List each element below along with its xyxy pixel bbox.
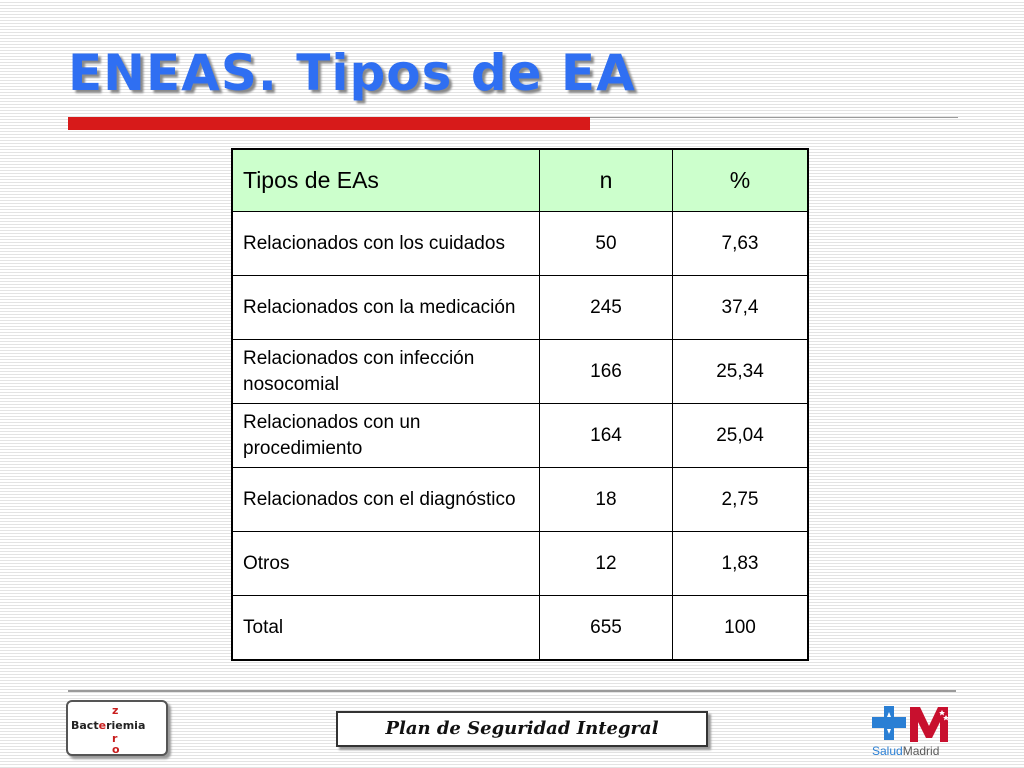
row-percent: 7,63 — [673, 212, 809, 276]
logo-letter-o: o — [112, 743, 120, 756]
salud-madrid-emblem-icon — [872, 704, 956, 744]
salud-madrid-text: SaludMadrid — [872, 744, 940, 758]
header-n: n — [540, 149, 673, 212]
table-row — [232, 212, 808, 276]
logo-letter-r: r — [112, 732, 118, 745]
row-n: 18 — [540, 468, 673, 532]
row-n: 245 — [540, 276, 673, 340]
row-label: Relacionados con infección nosocomial — [232, 340, 540, 404]
footer-divider — [68, 690, 956, 692]
table-row — [232, 532, 808, 596]
header-percent: % — [673, 149, 809, 212]
row-n: 50 — [540, 212, 673, 276]
row-n: 166 — [540, 340, 673, 404]
title-divider — [590, 117, 958, 118]
table-row — [232, 404, 808, 468]
table-header-row — [232, 149, 808, 212]
logo-word: Bacteriemia — [71, 719, 146, 732]
row-label: Relacionados con el diagnóstico — [232, 468, 540, 532]
table-row — [232, 340, 808, 404]
row-percent: 1,83 — [673, 532, 809, 596]
row-label: Relacionados con la medicación — [232, 276, 540, 340]
row-percent: 25,04 — [673, 404, 809, 468]
row-label: Otros — [232, 532, 540, 596]
row-label: Relacionados con los cuidados — [232, 212, 540, 276]
table-row — [232, 468, 808, 532]
adverse-events-table — [231, 148, 809, 661]
logo-letter-z: z — [112, 704, 119, 717]
row-percent: 2,75 — [673, 468, 809, 532]
slide-title: ENEAS. Tipos de EA — [68, 44, 636, 102]
plan-seguridad-label: Plan de Seguridad Integral — [336, 711, 708, 747]
row-n: 164 — [540, 404, 673, 468]
row-label: Relacionados con un procedimiento — [232, 404, 540, 468]
salud-madrid-logo — [872, 704, 956, 760]
title-accent-bar — [68, 117, 590, 130]
row-n: 655 — [540, 596, 673, 661]
row-percent: 25,34 — [673, 340, 809, 404]
row-n: 12 — [540, 532, 673, 596]
table-row-total — [232, 596, 808, 661]
row-percent: 37,4 — [673, 276, 809, 340]
row-label: Total — [232, 596, 540, 661]
header-tipos: Tipos de EAs — [232, 149, 540, 212]
row-percent: 100 — [673, 596, 809, 661]
table-row — [232, 276, 808, 340]
bacteriemia-zero-logo — [66, 700, 168, 756]
